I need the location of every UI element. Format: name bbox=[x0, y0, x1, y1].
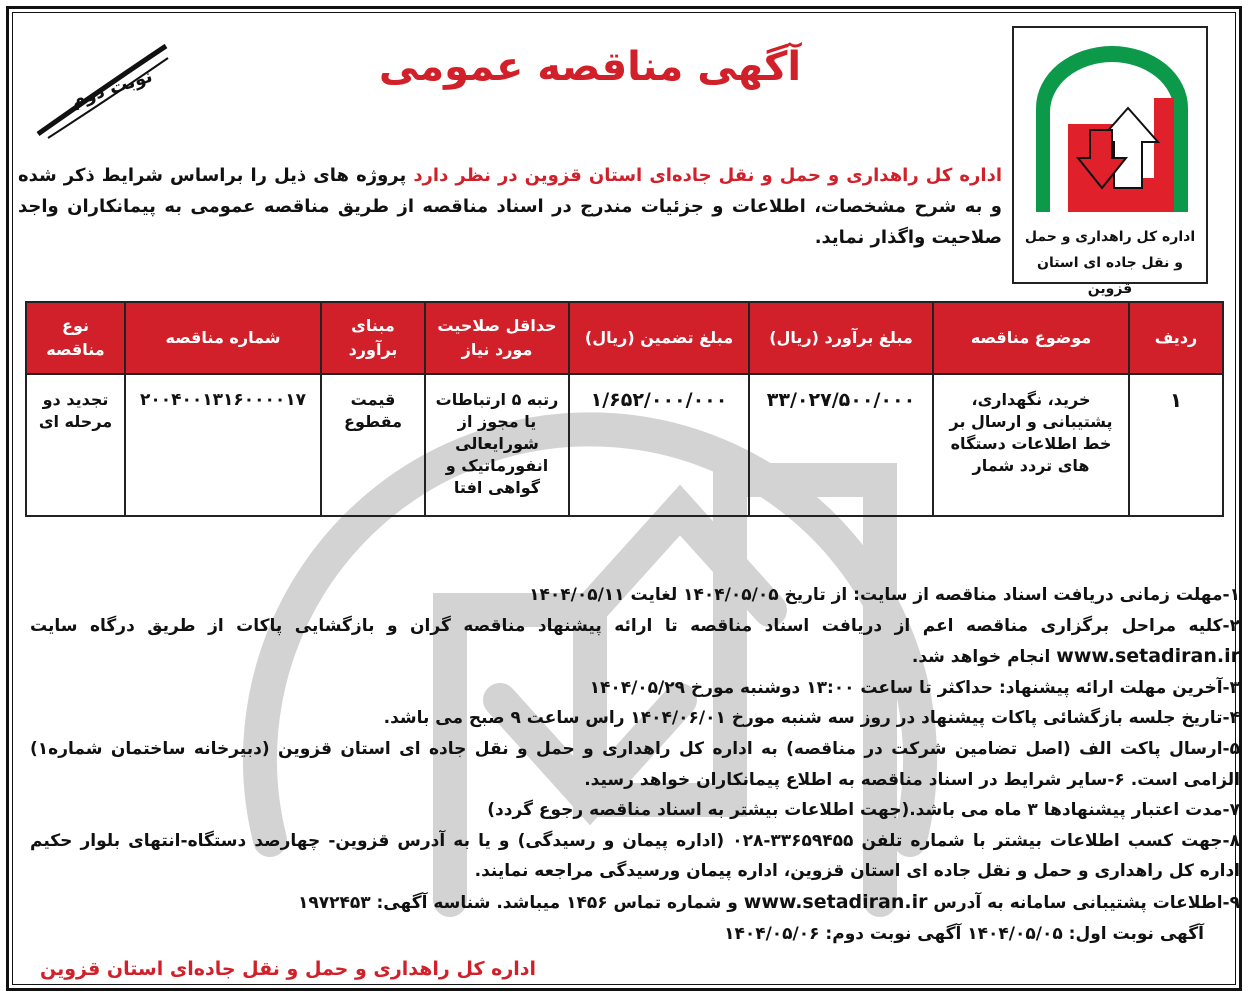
condition-1: ۱-مهلت زمانی دریافت اسناد مناقصه از سایت: از تاریخ ۱۴۰۴/۰۵/۰۵ لغایت ۱۴۰۴/۰۵/۱۱ bbox=[529, 585, 1240, 605]
condition-9-text: ۹-اطلاعات پشتیبانی سامانه به آدرس bbox=[927, 892, 1240, 913]
condition-3: ۳-آخرین مهلت ارائه پیشنهاد: حداکثر تا ساعت ۱۳:۰۰ دوشنبه مورخ ۱۴۰۴/۰۵/۲۹ bbox=[589, 677, 1240, 698]
header-number: شماره مناقصه bbox=[125, 302, 321, 374]
logo-caption-line1: اداره کل راهداری و حمل bbox=[1024, 229, 1196, 245]
header-subject: موضوع مناقصه bbox=[933, 302, 1129, 374]
cell-number: ۲۰۰۴۰۰۱۳۱۶۰۰۰۰۱۷ bbox=[125, 374, 321, 516]
cell-guarantee: ۱/۶۵۲/۰۰۰/۰۰۰ bbox=[569, 374, 749, 516]
condition-5: ۵-ارسال پاکت الف (اصل تضامین شرکت در مناقصه) به اداره کل راهداری و حمل و نقل جاده ای استان قزوین (دبیرخانه ساختمان شماره۱) الزامی است. ۶-سایر شرایط در اسناد مناقصه به اطلاع پیمانکاران خواهد رسید. bbox=[30, 738, 1240, 790]
condition-8: ۸-جهت کسب اطلاعات بیشتر با شماره تلفن ۳۳۶۵۹۴۵۵-۰۲۸ (اداره پیمان و رسیدگی) و یا به آدرس قزوین- چهارصد دستگاه-انتهای بلوار حکیم اداره کل راهداری و حمل و نقل جاده ای استان قزوین، اداره پیمان ورسیدگی مراجعه نمایند. bbox=[30, 830, 1241, 882]
footer-organization: اداره کل راهداری و حمل و نقل جاده‌ای استان قزوین bbox=[40, 958, 537, 980]
condition-7: ۷-مدت اعتبار پیشنهادها ۳ ماه می باشد.(جهت اطلاعات بیشتر به اسناد مناقصه رجوع گردد) bbox=[487, 800, 1240, 821]
logo-panel bbox=[1012, 26, 1208, 297]
header-basis: مبنای برآورد bbox=[321, 302, 425, 374]
intro-text: پروژه های ذیل را براساس شرایط ذکر شده و به شرح مشخصات، اطلاعات و جزئیات مندرج در اسناد مناقصه از طریق مناقصه عمومی به پیمانکاران واجد صلاحیت واگذار نماید. bbox=[18, 165, 1002, 248]
logo-caption-line2: و نقل جاده ای استان قزوین bbox=[1037, 255, 1183, 297]
header-guarantee: مبلغ تضمین (ریال) bbox=[569, 302, 749, 374]
intro-paragraph bbox=[18, 160, 1002, 253]
condition-9 bbox=[30, 887, 1240, 919]
condition-2 bbox=[30, 611, 1240, 673]
table-row bbox=[26, 374, 1223, 516]
cell-basis: قیمت مقطوع bbox=[321, 374, 425, 516]
road-maintenance-logo-icon bbox=[1028, 38, 1196, 216]
second-round-stamp bbox=[30, 30, 170, 140]
condition-4: ۴-تاریخ جلسه بازگشائی پاکات پیشنهاد در روز سه شنبه مورخ ۱۴۰۴/۰۶/۰۱ راس ساعت ۹ صبح می باشد. bbox=[383, 708, 1240, 729]
notice-title: آگهی مناقصه عمومی bbox=[378, 44, 802, 90]
cell-qualification: رتبه ۵ ارتباطات یا مجوز از شورایعالی انفورماتیک و گواهی افتا bbox=[425, 374, 569, 516]
setadiran-link[interactable]: www.setadiran.ir bbox=[1056, 645, 1240, 668]
cell-row-number: ۱ bbox=[1129, 374, 1223, 516]
conditions-list bbox=[30, 580, 1240, 949]
header-type: نوع مناقصه bbox=[26, 302, 125, 374]
setadiran-support-link[interactable]: www.setadiran.ir bbox=[743, 890, 928, 913]
publication-dates: آگهی نوبت اول: ۱۴۰۴/۰۵/۰۵ آگهی نوبت دوم: ۱۴۰۴/۰۵/۰۶ bbox=[724, 923, 1204, 944]
condition-2-end: انجام خواهد شد. bbox=[911, 647, 1057, 668]
intro-organization: اداره کل راهداری و حمل و نقل جاده‌ای استان قزوین در نظر دارد bbox=[413, 165, 1002, 186]
header-qualification: حداقل صلاحیت مورد نیاز bbox=[425, 302, 569, 374]
stamp-label: نوبت دوم bbox=[68, 65, 155, 112]
condition-9-end: و شماره تماس ۱۴۵۶ میباشد. شناسه آگهی: ۱۹۷۲۴۵۳ bbox=[297, 892, 744, 913]
logo-caption bbox=[1018, 224, 1202, 302]
header-estimate: مبلغ برآورد (ریال) bbox=[749, 302, 933, 374]
tender-table bbox=[25, 301, 1224, 517]
condition-2-text: ۲-کلیه مراحل برگزاری مناقصه اعم از دریافت اسناد مناقصه تا ارائه پیشنهاد مناقصه گران و بازگشایی پاکات از طریق درگاه سایت bbox=[30, 615, 1240, 636]
cell-type: تجدید دو مرحله ای bbox=[26, 374, 125, 516]
header-row-number: ردیف bbox=[1129, 302, 1223, 374]
cell-subject: خرید، نگهداری، پشتیبانی و ارسال بر خط اطلاعات دستگاه های تردد شمار bbox=[933, 374, 1129, 516]
cell-estimate: ۳۳/۰۲۷/۵۰۰/۰۰۰ bbox=[749, 374, 933, 516]
table-header-row bbox=[26, 302, 1223, 374]
